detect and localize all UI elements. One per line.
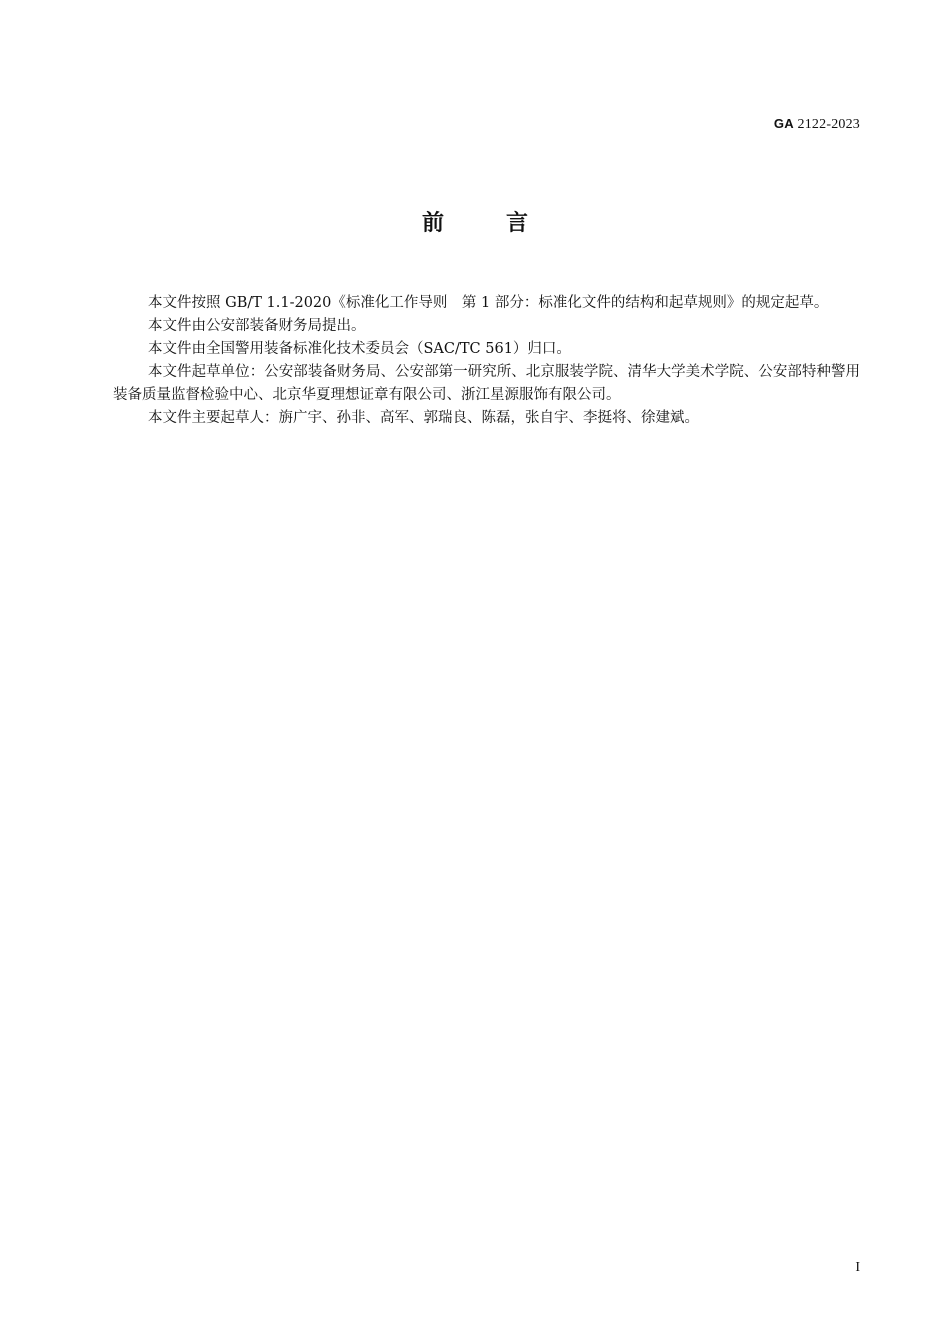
paragraph-drafting-units: 本文件起草单位：公安部装备财务局、公安部第一研究所、北京服装学院、清华大学美术学院、公安部特种警用装备质量监督检验中心、北京华夏理想证章有限公司、浙江星源服饰有限公司。 — [113, 364, 860, 403]
page-title-char-1: 前 — [421, 211, 444, 236]
page-title — [0, 206, 950, 237]
paragraph-main-drafters: 本文件主要起草人：旃广宇、孙非、高军、郭瑞良、陈磊，张自宇、李挺将、徐建斌。 — [148, 410, 699, 426]
page-title-char-2: 言 — [506, 211, 529, 236]
page-number: I — [855, 1260, 860, 1275]
document-number — [774, 116, 860, 133]
paragraph-proposer: 本文件由公安部装备财务局提出。 — [148, 318, 366, 334]
paragraph-responsible-committee: 本文件由全国警用装备标准化技术委员会（SAC/TC 561）归口。 — [148, 341, 571, 357]
document-number-code: 2122-2023 — [797, 117, 860, 132]
document-number-prefix: GA — [773, 116, 794, 131]
foreword-body — [113, 292, 860, 430]
paragraph-drafting-basis: 本文件按照 GB/T 1.1-2020《标准化工作导则 第 1 部分：标准化文件的结构和起草规则》的规定起草。 — [148, 295, 829, 311]
